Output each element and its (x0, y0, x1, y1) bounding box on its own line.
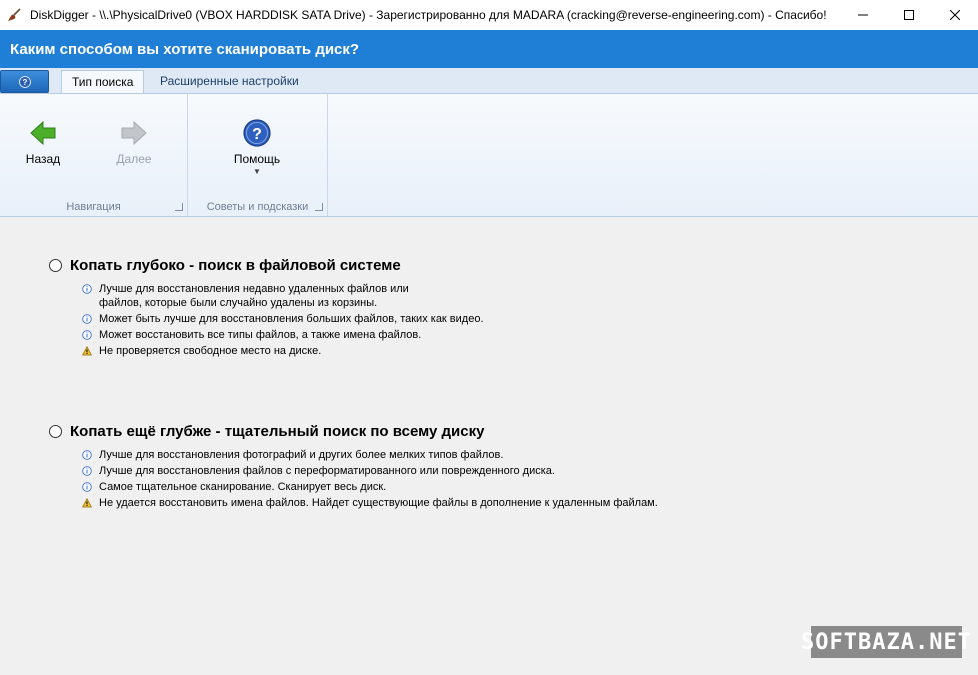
note-text: Может быть лучше для восстановления больших файлов, таких как видео. (99, 313, 484, 325)
scan-option-deep (49, 257, 484, 360)
warning-icon (82, 498, 92, 508)
note-item (82, 328, 484, 342)
note-item (82, 464, 658, 478)
maximize-icon (904, 10, 914, 20)
info-icon (82, 284, 92, 294)
dialog-launcher-icon[interactable] (315, 203, 323, 211)
radio-button-deeper[interactable] (49, 425, 62, 438)
svg-text:?: ? (22, 77, 27, 87)
application-menu-button[interactable] (0, 70, 49, 93)
ribbon-group-navigation (0, 94, 188, 216)
ribbon-group-label: Советы и подсказки (206, 201, 309, 213)
minimize-icon (858, 10, 868, 20)
note-text: Лучше для восстановления файлов с переформатированного или поврежденного диска. (99, 465, 555, 477)
info-icon (82, 482, 92, 492)
tab-advanced-settings[interactable]: Расширенные настройки (160, 74, 299, 88)
ribbon-panel (0, 94, 978, 217)
scan-option-deeper (49, 423, 658, 512)
minimize-button[interactable] (840, 0, 886, 30)
option-header[interactable] (49, 423, 658, 440)
note-item (82, 282, 484, 310)
window-title: DiskDigger - \\.\PhysicalDrive0 (VBOX HARDDISK SATA Drive) - Зарегистрированно для MADARA (cracking@reverse-engineering.com) - Спасибо! (30, 8, 827, 22)
arrow-forward-icon (119, 118, 149, 148)
forward-button[interactable] (99, 118, 169, 166)
title-bar (0, 0, 978, 30)
note-item (82, 480, 658, 494)
info-icon (82, 314, 92, 324)
note-text: Может восстановить все типы файлов, а также имена файлов. (99, 329, 422, 341)
info-icon (82, 450, 92, 460)
page-header (0, 30, 978, 68)
watermark: SOFTBAZA.NET (811, 626, 962, 658)
back-button[interactable] (8, 118, 78, 166)
help-question-icon (242, 118, 272, 148)
option-notes (82, 282, 484, 358)
note-item (82, 496, 658, 510)
note-text: Лучше для восстановления недавно удаленных файлов или файлов, которые были случайно удалены из корзины. (99, 283, 409, 309)
close-icon (950, 10, 960, 20)
option-header[interactable] (49, 257, 484, 274)
page-title: Каким способом вы хотите сканировать диск? (10, 40, 360, 58)
warning-icon (82, 346, 92, 356)
ribbon-group-tips (188, 94, 328, 216)
radio-button-deep[interactable] (49, 259, 62, 272)
shovel-icon (6, 7, 22, 23)
chevron-down-icon: ▼ (253, 167, 261, 176)
note-text: Не удается восстановить имена файлов. Найдет существующие файлы в дополнение к удаленным файлам. (99, 497, 658, 509)
option-title[interactable]: Копать ещё глубже - тщательный поиск по всему диску (70, 423, 485, 440)
note-item (82, 344, 484, 358)
note-text: Не проверяется свободное место на диске. (99, 345, 322, 357)
note-item (82, 312, 484, 326)
help-button[interactable] (222, 118, 292, 176)
option-title[interactable]: Копать глубоко - поиск в файловой системе (70, 257, 401, 274)
help-question-icon (19, 76, 31, 88)
note-text: Самое тщательное сканирование. Сканирует весь диск. (99, 481, 387, 493)
info-icon (82, 330, 92, 340)
maximize-button[interactable] (886, 0, 932, 30)
note-item (82, 448, 658, 462)
forward-button-label: Далее (116, 152, 152, 166)
svg-text:?: ? (252, 126, 262, 143)
back-button-label: Назад (25, 152, 61, 166)
ribbon-group-label: Навигация (66, 201, 121, 213)
dialog-launcher-icon[interactable] (175, 203, 183, 211)
close-button[interactable] (932, 0, 978, 30)
arrow-back-icon (28, 118, 58, 148)
info-icon (82, 466, 92, 476)
note-text: Лучше для восстановления фотографий и других более мелких типов файлов. (99, 449, 504, 461)
help-button-label: Помощь (233, 152, 281, 166)
ribbon-tab-bar (0, 68, 978, 94)
option-notes (82, 448, 658, 510)
tab-search-type[interactable]: Тип поиска (61, 70, 144, 93)
